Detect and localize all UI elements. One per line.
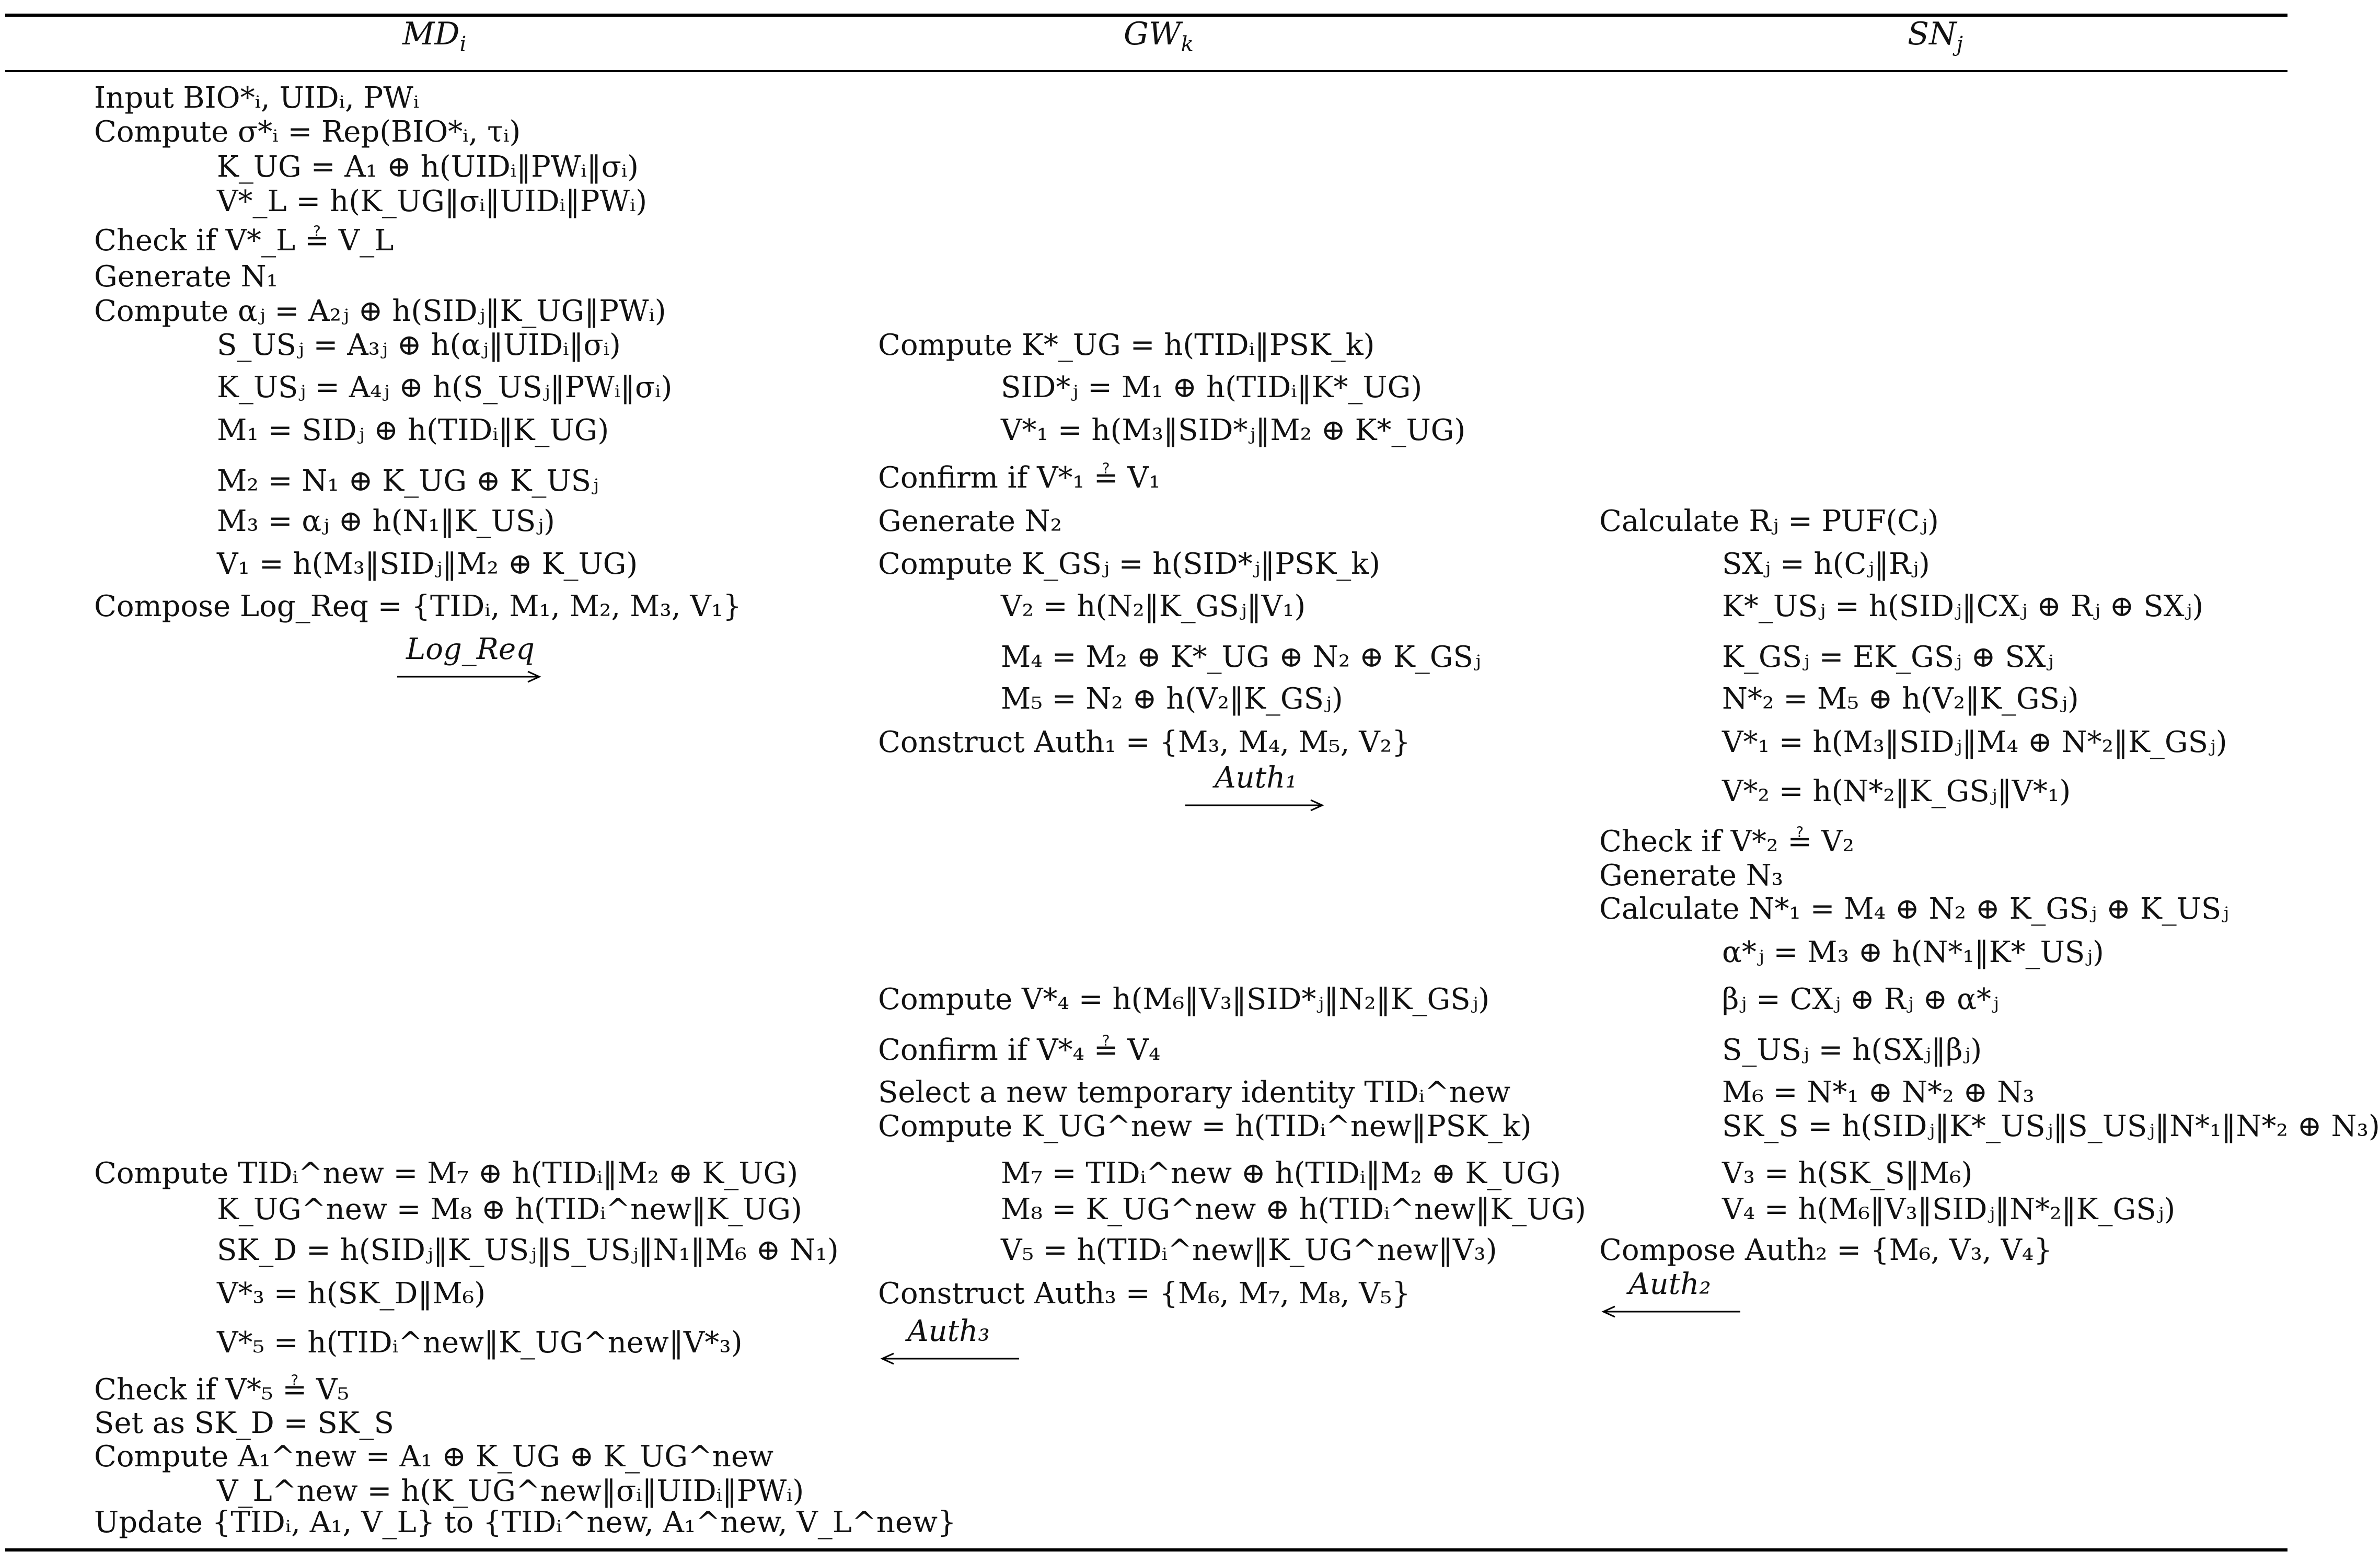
auth1-arrow [1185, 761, 1326, 813]
md-line: Check if V*_L ≟ V_L [94, 224, 394, 258]
md-line: K_USⱼ = A₄ⱼ ⊕ h(S_USⱼ‖PWᵢ‖σᵢ) [217, 371, 673, 404]
auth2-label: Auth₂ [1628, 1267, 1711, 1301]
md-line: K_UG^new = M₈ ⊕ h(TIDᵢ^new‖K_UG) [217, 1192, 802, 1226]
gw-line: M₈ = K_UG^new ⊕ h(TIDᵢ^new‖K_UG) [1001, 1192, 1586, 1226]
sn-line: α*ⱼ = M₃ ⊕ h(N*₁‖K*_USⱼ) [1722, 935, 2104, 969]
sn-line: Calculate Rⱼ = PUF(Cⱼ) [1599, 504, 1939, 538]
md-line: M₂ = N₁ ⊕ K_UG ⊕ K_USⱼ [217, 464, 599, 498]
gw-line: M₄ = M₂ ⊕ K*_UG ⊕ N₂ ⊕ K_GSⱼ [1001, 640, 1481, 674]
md-line: Check if V*₅ ≟ V₅ [94, 1373, 349, 1407]
md-line: Compute αⱼ = A₂ⱼ ⊕ h(SIDⱼ‖K_UG‖PWᵢ) [94, 294, 666, 328]
sn-line: K*_USⱼ = h(SIDⱼ‖CXⱼ ⊕ Rⱼ ⊕ SXⱼ) [1722, 589, 2204, 623]
sn-line: Compose Auth₂ = {M₆, V₃, V₄} [1599, 1233, 2052, 1267]
gw-line: SID*ⱼ = M₁ ⊕ h(TIDᵢ‖K*_UG) [1001, 371, 1423, 404]
gw-line: Construct Auth₃ = {M₆, M₇, M₈, V₅} [878, 1277, 1411, 1311]
gw-line: Select a new temporary identity TIDᵢ^new [878, 1075, 1511, 1109]
sn-line: Check if V*₂ ≟ V₂ [1599, 825, 1854, 859]
gw-line: Confirm if V*₄ ≟ V₄ [878, 1033, 1161, 1067]
sn-line: SK_S = h(SIDⱼ‖K*_USⱼ‖S_USⱼ‖N*₁‖N*₂ ⊕ N₃) [1722, 1109, 2380, 1143]
md-line: K_UG = A₁ ⊕ h(UIDᵢ‖PWᵢ‖σᵢ) [217, 150, 639, 184]
gw-line: Compute K*_UG = h(TIDᵢ‖PSK_k) [878, 328, 1375, 362]
gw-line: Compute K_GSⱼ = h(SID*ⱼ‖PSK_k) [878, 547, 1381, 581]
gw-line: V₅ = h(TIDᵢ^new‖K_UG^new‖V₃) [1001, 1233, 1497, 1267]
auth1-label: Auth₁ [1215, 761, 1297, 795]
auth3-label: Auth₃ [907, 1314, 990, 1348]
header-md: $MD_i$ [402, 16, 467, 56]
gw-line: Construct Auth₁ = {M₃, M₄, M₅, V₂} [878, 725, 1411, 759]
gw-line: V₂ = h(N₂‖K_GSⱼ‖V₁) [1001, 589, 1306, 623]
md-line: Compute σ*ᵢ = Rep(BIO*ᵢ, τᵢ) [94, 115, 521, 149]
log-req-label: Log_Req [406, 632, 535, 666]
auth3-arrow [878, 1314, 1019, 1367]
gw-line: M₇ = TIDᵢ^new ⊕ h(TIDᵢ‖M₂ ⊕ K_UG) [1001, 1156, 1562, 1190]
md-line: V*₅ = h(TIDᵢ^new‖K_UG^new‖V*₃) [217, 1326, 743, 1360]
gw-line: Compute V*₄ = h(M₆‖V₃‖SID*ⱼ‖N₂‖K_GSⱼ) [878, 982, 1490, 1016]
sn-line: N*₂ = M₅ ⊕ h(V₂‖K_GSⱼ) [1722, 682, 2079, 716]
header-rule [5, 70, 2287, 72]
md-line: Compute A₁^new = A₁ ⊕ K_UG ⊕ K_UG^new [94, 1440, 774, 1474]
md-line: Update {TIDᵢ, A₁, V_L} to {TIDᵢ^new, A₁^new, V_L^new} [94, 1506, 956, 1539]
md-line: M₁ = SIDⱼ ⊕ h(TIDᵢ‖K_UG) [217, 413, 609, 447]
auth2-arrow [1599, 1267, 1740, 1319]
md-line: Set as SK_D = SK_S [94, 1406, 394, 1440]
md-line: Compose Log_Req = {TIDᵢ, M₁, M₂, M₃, V₁} [94, 589, 742, 623]
md-line: V₁ = h(M₃‖SIDⱼ‖M₂ ⊕ K_UG) [217, 547, 638, 581]
header-sn: $SN_j$ [1908, 16, 1963, 56]
sn-line: V₄ = h(M₆‖V₃‖SIDⱼ‖N*₂‖K_GSⱼ) [1722, 1192, 2176, 1226]
md-line: V*_L = h(K_UG‖σᵢ‖UIDᵢ‖PWᵢ) [217, 184, 648, 218]
bottom-rule [5, 1548, 2287, 1552]
sn-line: V*₂ = h(N*₂‖K_GSⱼ‖V*₁) [1722, 774, 2071, 808]
gw-line: M₅ = N₂ ⊕ h(V₂‖K_GSⱼ) [1001, 682, 1343, 716]
md-line: S_USⱼ = A₃ⱼ ⊕ h(αⱼ‖UIDᵢ‖σᵢ) [217, 328, 621, 362]
md-line: SK_D = h(SIDⱼ‖K_USⱼ‖S_USⱼ‖N₁‖M₆ ⊕ N₁) [217, 1233, 839, 1267]
sn-line: Calculate N*₁ = M₄ ⊕ N₂ ⊕ K_GSⱼ ⊕ K_USⱼ [1599, 892, 2229, 926]
sn-line: S_USⱼ = h(SXⱼ‖βⱼ) [1722, 1033, 1982, 1067]
md-line: Input BIO*ᵢ, UIDᵢ, PWᵢ [94, 81, 420, 115]
md-line: M₃ = αⱼ ⊕ h(N₁‖K_USⱼ) [217, 504, 555, 538]
log-req-arrow [397, 632, 544, 685]
md-line: Generate N₁ [94, 260, 279, 294]
gw-line: Confirm if V*₁ ≟ V₁ [878, 461, 1161, 495]
md-line: V_L^new = h(K_UG^new‖σᵢ‖UIDᵢ‖PWᵢ) [217, 1474, 804, 1508]
sn-line: M₆ = N*₁ ⊕ N*₂ ⊕ N₃ [1722, 1075, 2035, 1109]
sn-line: V₃ = h(SK_S‖M₆) [1722, 1156, 1973, 1190]
gw-line: V*₁ = h(M₃‖SID*ⱼ‖M₂ ⊕ K*_UG) [1001, 413, 1466, 447]
sn-line: V*₁ = h(M₃‖SIDⱼ‖M₄ ⊕ N*₂‖K_GSⱼ) [1722, 725, 2227, 759]
gw-line: Compute K_UG^new = h(TIDᵢ^new‖PSK_k) [878, 1109, 1532, 1143]
md-line: V*₃ = h(SK_D‖M₆) [217, 1277, 486, 1311]
sn-line: SXⱼ = h(Cⱼ‖Rⱼ) [1722, 547, 1930, 581]
header-gw: $GW_k$ [1124, 16, 1194, 56]
sn-line: K_GSⱼ = EK_GSⱼ ⊕ SXⱼ [1722, 640, 2054, 674]
md-line: Compute TIDᵢ^new = M₇ ⊕ h(TIDᵢ‖M₂ ⊕ K_UG) [94, 1156, 799, 1190]
sn-line: βⱼ = CXⱼ ⊕ Rⱼ ⊕ α*ⱼ [1722, 982, 1999, 1016]
sn-line: Generate N₃ [1599, 859, 1784, 893]
gw-line: Generate N₂ [878, 504, 1062, 538]
